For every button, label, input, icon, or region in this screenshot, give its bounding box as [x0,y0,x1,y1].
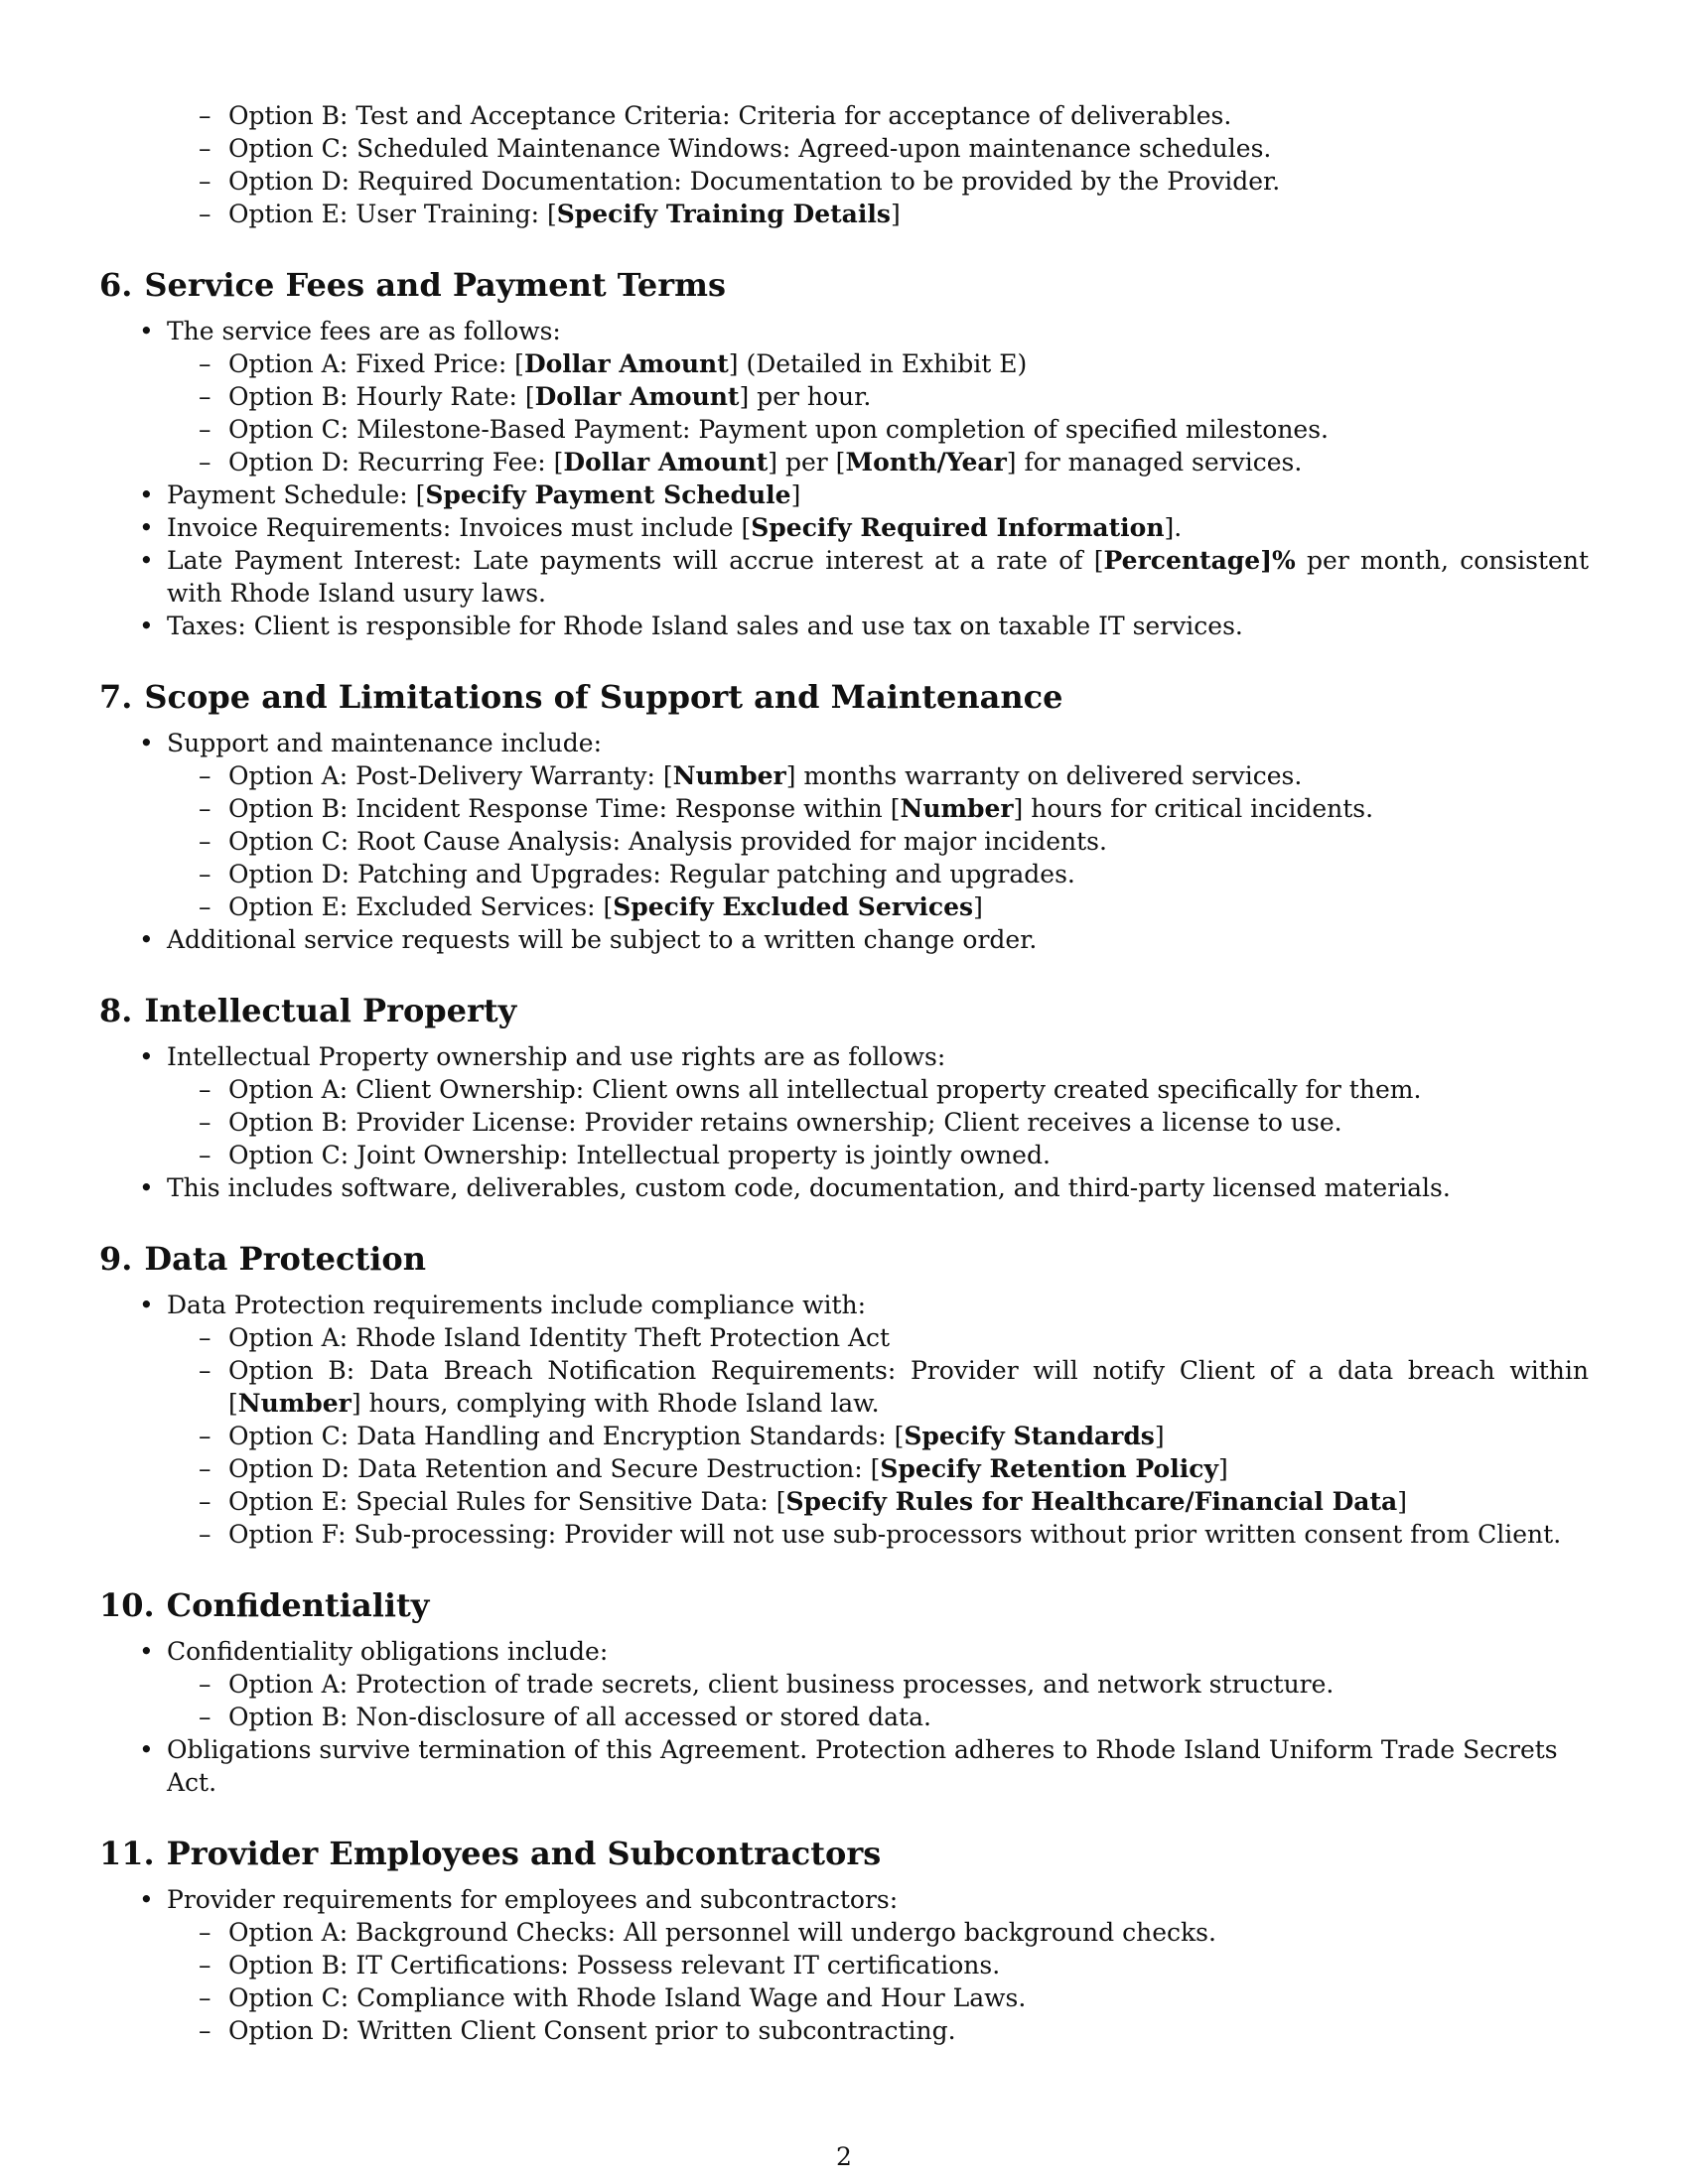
section-heading: 11. Provider Employees and Subcontractors [99,1835,882,1872]
list-item: – Option E: Special Rules for Sensitive Data: [Specify Rules for Healthcare/Financial Data] [99,1485,1589,1518]
list-item: – Option D: Written Client Consent prior to subcontracting. [99,2014,1589,2047]
list-item: – Option A: Background Checks: All personnel will undergo background checks. [99,1916,1589,1949]
section-confidentiality [99,1585,1589,1799]
section-support-maintenance [99,677,1589,956]
list-item: – Option A: Protection of trade secrets, client business processes, and network structure. [99,1668,1589,1701]
list-item: – Option A: Fixed Price: [Dollar Amount] (Detailed in Exhibit E) [99,347,1589,380]
list-item: • Late Payment Interest: Late payments will accrue interest at a rate of [Percentage]% per month, consistent with Rhode Island usury laws. [99,544,1589,610]
list-item: – Option B: IT Certifications: Possess relevant IT certifications. [99,1949,1589,1981]
list-item: • Payment Schedule: [Specify Payment Schedule] [99,478,1589,511]
list-item: – Option B: Test and Acceptance Criteria: Criteria for acceptance of deliverables. [99,99,1589,132]
section-heading: 10. Confidentiality [99,1586,430,1624]
section-intellectual-property [99,991,1589,1204]
section-employees-subcontractors [99,1834,1589,2047]
list-item: – Option B: Provider License: Provider retains ownership; Client receives a license to use. [99,1106,1589,1139]
list-item: – Option B: Non-disclosure of all accessed or stored data. [99,1701,1589,1733]
list-item: • Obligations survive termination of this Agreement. Protection adheres to Rhode Island Uniform Trade Secrets Act. [99,1733,1589,1799]
list-item: – Option C: Milestone-Based Payment: Payment upon completion of specified milestones. [99,413,1589,446]
list-item: – Option D: Required Documentation: Documentation to be provided by the Provider. [99,165,1589,198]
list-item: – Option C: Joint Ownership: Intellectual property is jointly owned. [99,1139,1589,1171]
list-item: • Intellectual Property ownership and use rights are as follows: – Option A: Client Ownership: Client owns all intellectual property created specifically for them. – Option B: Provider License: Provider retains ownership; Client receives a license to use. – Option C: Joint Ownership: Intellectual property is jointly owned. [99,1040,1589,1171]
list-item: • This includes software, deliverables, custom code, documentation, and third-party licensed materials. [99,1171,1589,1204]
list-item: – Option B: Hourly Rate: [Dollar Amount] per hour. [99,380,1589,413]
list-item: – Option E: User Training: [Specify Training Details] [99,198,1589,230]
page-number: 2 [836,2142,852,2171]
list-item: – Option B: Data Breach Notification Requirements: Provider will notify Client of a data breach within [Number] hours, complying with Rhode Island law. [99,1354,1589,1420]
continued-options-list [99,99,1589,230]
list-item: – Option F: Sub-processing: Provider will not use sub-processors without prior written consent from Client. [99,1518,1589,1551]
section-data-protection [99,1239,1589,1551]
section-heading: 7. Scope and Limitations of Support and Maintenance [99,678,1063,716]
list-item: – Option D: Data Retention and Secure Destruction: [Specify Retention Policy] [99,1452,1589,1485]
section-service-fees [99,265,1589,642]
list-item: • Additional service requests will be subject to a written change order. [99,923,1589,956]
list-item: – Option A: Post-Delivery Warranty: [Number] months warranty on delivered services. [99,759,1589,792]
list-item: • Data Protection requirements include compliance with: – Option A: Rhode Island Identity Theft Protection Act – Option B: Data Breach Notification Requirements: Provider will notify Client of a data breach within [Number] hours, complying with Rhode Island law. – Option C: Data Handling and Encryption Standards: [Specify Standards] – Option D: Data Retention and Secure Destruction: [Specify Retention Policy] – Option E: Special Rules for Sensitive Data: [Specify Rules for Healthcare/Financial Data] – Option F: Sub-processing: Provider will not use sub-processors without prior written consent from Client. [99,1289,1589,1551]
list-item: – Option D: Recurring Fee: [Dollar Amount] per [Month/Year] for managed services. [99,446,1589,478]
list-item: – Option C: Scheduled Maintenance Windows: Agreed-upon maintenance schedules. [99,132,1589,165]
document-page [99,99,1589,2047]
list-item: • Taxes: Client is responsible for Rhode Island sales and use tax on taxable IT services. [99,610,1589,642]
list-item: – Option A: Client Ownership: Client owns all intellectual property created specifically for them. [99,1073,1589,1106]
section-heading: 9. Data Protection [99,1240,426,1278]
list-item: • Provider requirements for employees and subcontractors: – Option A: Background Checks: All personnel will undergo background checks. – Option B: IT Certifications: Possess relevant IT certifications. – Option C: Compliance with Rhode Island Wage and Hour Laws. – Option D: Written Client Consent prior to subcontracting. [99,1883,1589,2047]
list-item: – Option B: Incident Response Time: Response within [Number] hours for critical incidents. [99,792,1589,825]
list-item: – Option A: Rhode Island Identity Theft Protection Act [99,1321,1589,1354]
section-heading: 8. Intellectual Property [99,992,517,1029]
section-heading: 6. Service Fees and Payment Terms [99,266,726,304]
list-item: – Option C: Data Handling and Encryption Standards: [Specify Standards] [99,1420,1589,1452]
list-item: – Option D: Patching and Upgrades: Regular patching and upgrades. [99,858,1589,890]
list-item: – Option C: Root Cause Analysis: Analysis provided for major incidents. [99,825,1589,858]
list-item: • Invoice Requirements: Invoices must include [Specify Required Information]. [99,511,1589,544]
list-item: – Option C: Compliance with Rhode Island Wage and Hour Laws. [99,1981,1589,2014]
list-item: • Support and maintenance include: – Option A: Post-Delivery Warranty: [Number] months warranty on delivered services. – Option B: Incident Response Time: Response within [Number] hours for critical incidents. – Option C: Root Cause Analysis: Analysis provided for major incidents. – Option D: Patching and Upgrades: Regular patching and upgrades. – Option E: Excluded Services: [Specify Excluded Services] [99,727,1589,923]
list-item: • The service fees are as follows: – Option A: Fixed Price: [Dollar Amount] (Detailed in Exhibit E) – Option B: Hourly Rate: [Dollar Amount] per hour. – Option C: Milestone-Based Payment: Payment upon completion of specified milestones. – Option D: Recurring Fee: [Dollar Amount] per [Month/Year] for managed services. [99,315,1589,478]
list-item: – Option E: Excluded Services: [Specify Excluded Services] [99,890,1589,923]
list-item: • Confidentiality obligations include: – Option A: Protection of trade secrets, client business processes, and network structure. – Option B: Non-disclosure of all accessed or stored data. [99,1635,1589,1733]
